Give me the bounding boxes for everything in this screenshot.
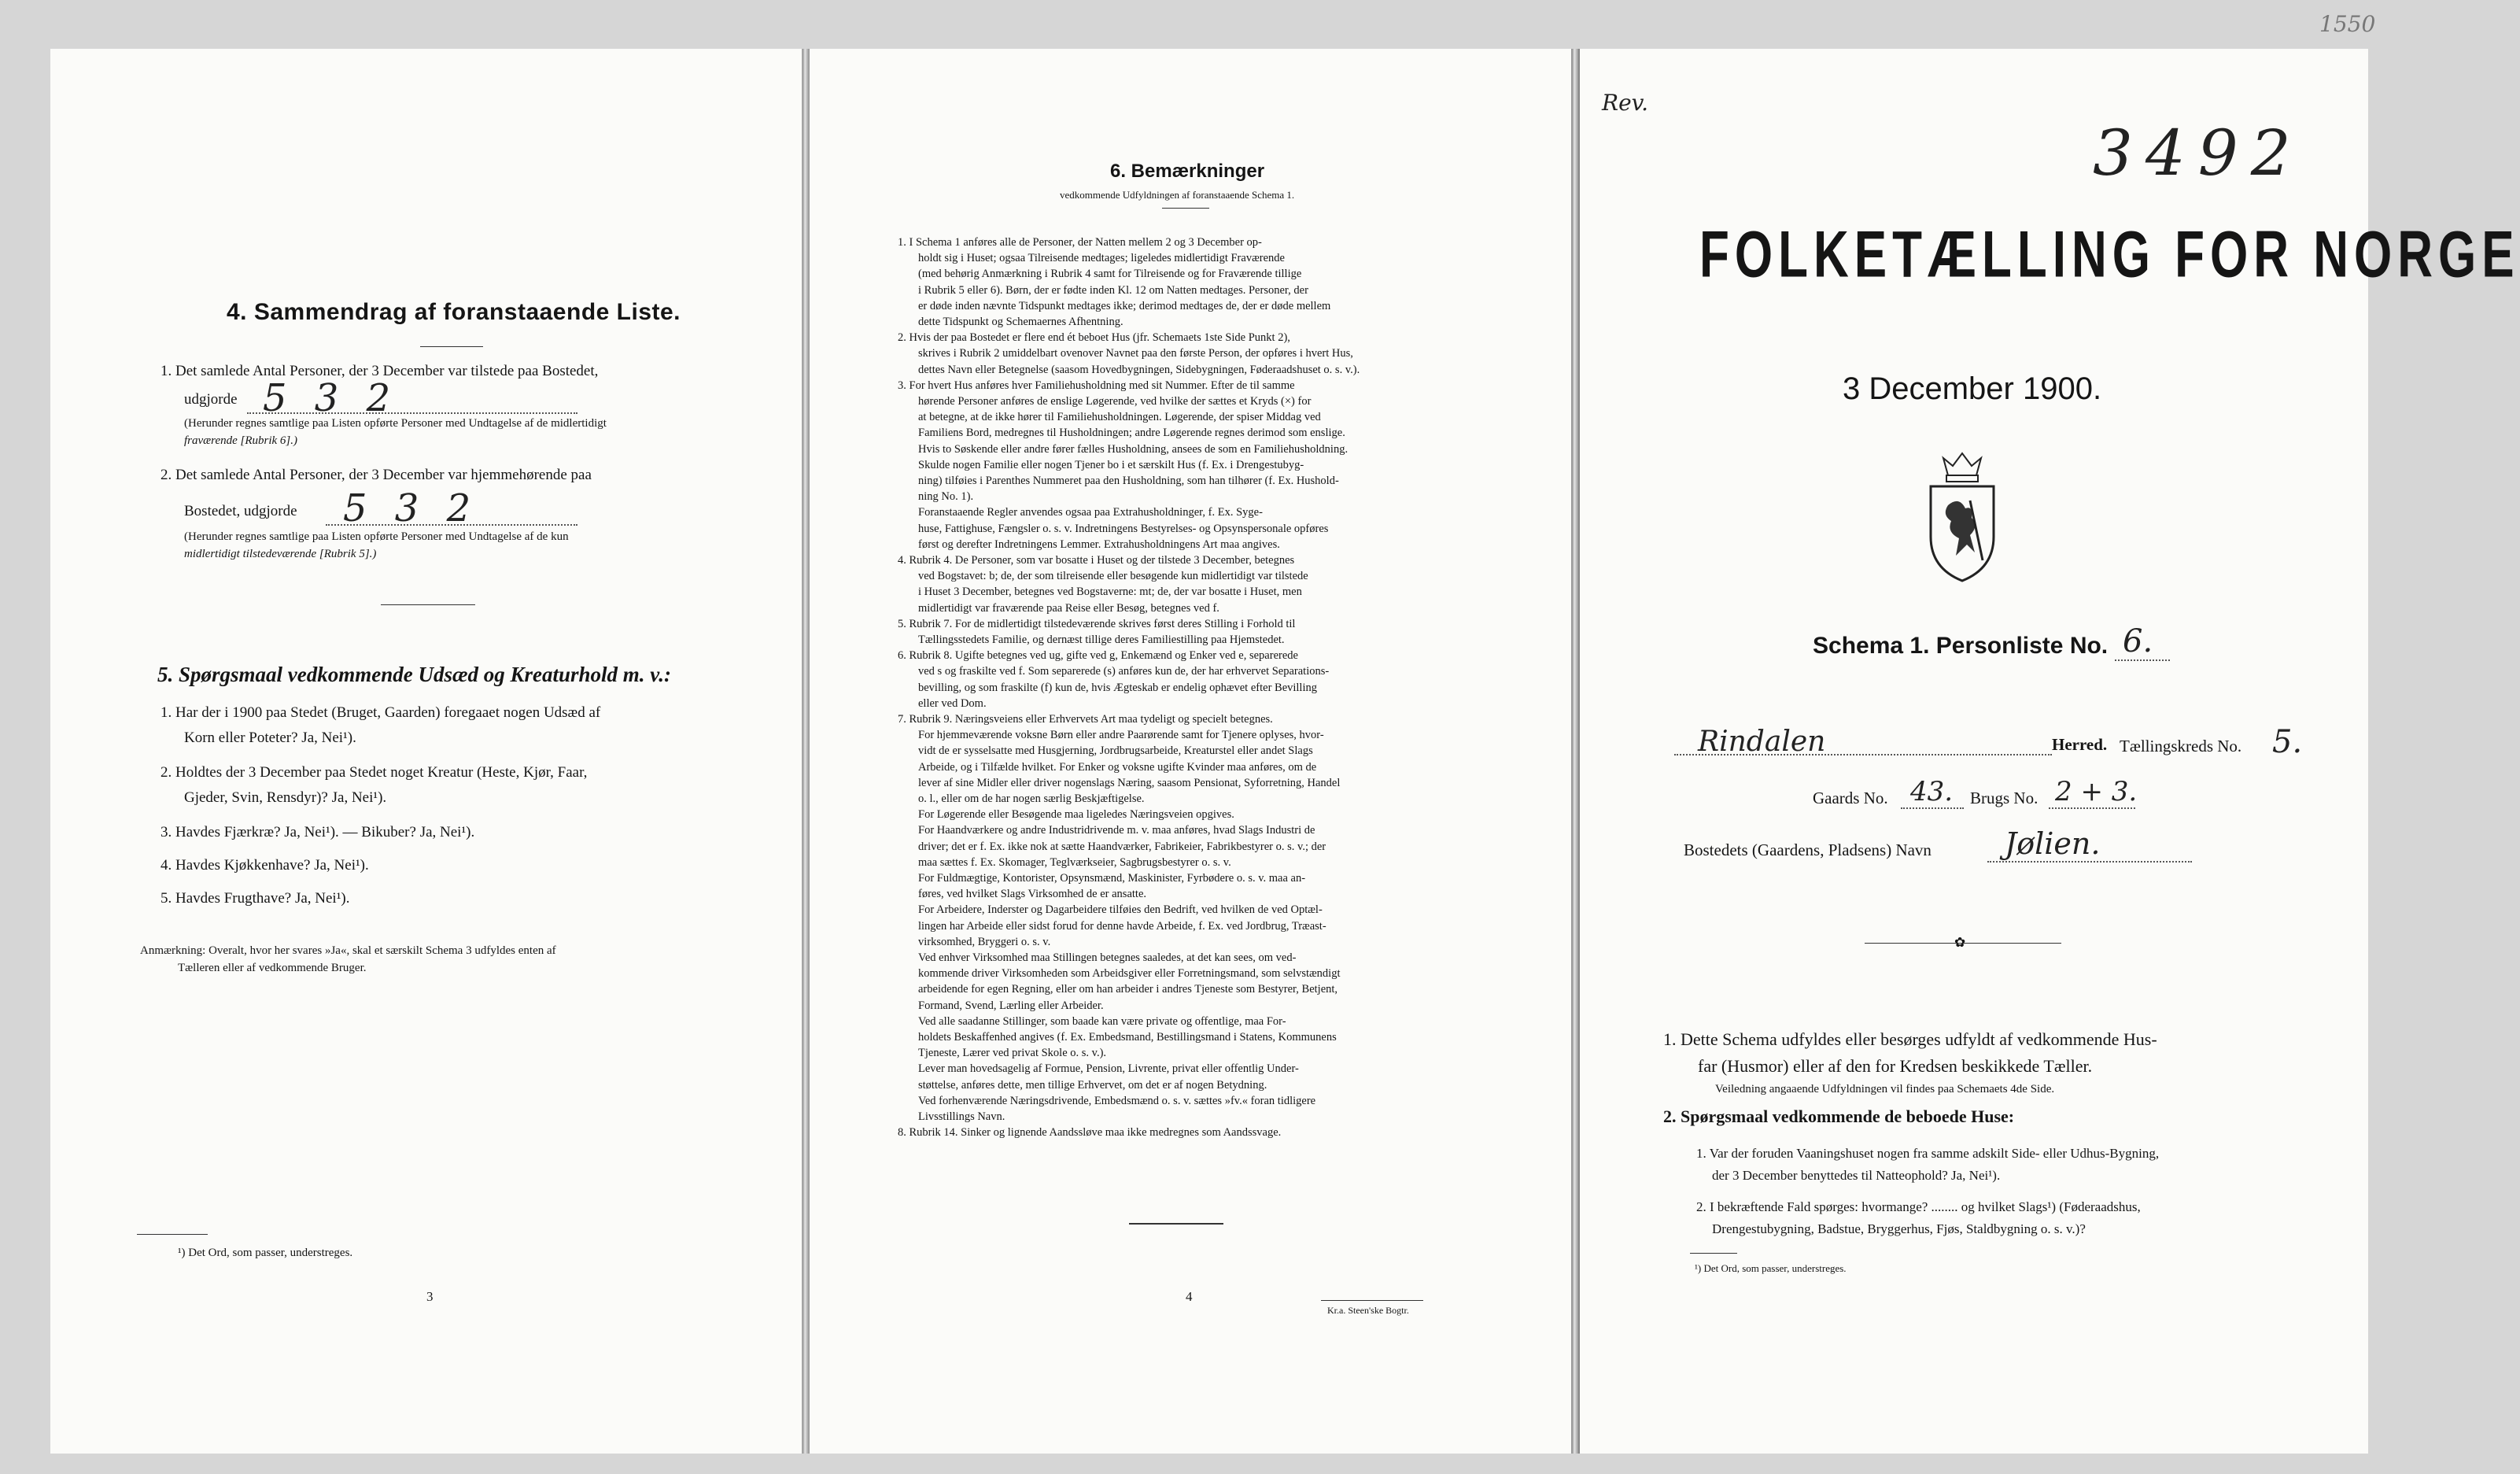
printer-mark: Kr.a. Steen'ske Bogtr. xyxy=(1327,1305,1409,1316)
printer-rule xyxy=(1321,1300,1423,1301)
gaards-label: Gaards No. xyxy=(1813,789,1888,807)
inst1-small: Veiledning angaaende Udfyldningen vil findes paa Schemaets 4de Side. xyxy=(1715,1083,2055,1095)
item1-dotted-line xyxy=(247,412,577,414)
inst2-title: 2. Spørgsmaal vedkommende de beboede Huse: xyxy=(1663,1106,2015,1126)
q2-line1: 2. Holdtes der 3 December paa Stedet noget Kreatur (Heste, Kjør, Faar, xyxy=(160,764,588,781)
gaards-value: 43. xyxy=(1910,776,1954,807)
rev-mark: Rev. xyxy=(1602,90,1649,116)
remark-line: dette Tidspunkt og Schemaernes Afhentning. xyxy=(918,316,1123,328)
remark-line: For hjemmeværende voksne Børn eller andre Paarørende samt for Tjenere oplyses, hvor- xyxy=(918,729,1324,742)
divider xyxy=(420,346,483,347)
remark-line: midlertidigt var fraværende paa Reise eller Besøg, betegnes ved f. xyxy=(918,601,1219,615)
inst2-q1-line1: 1. Var der foruden Vaaningshuset nogen fra samme adskilt Side- eller Udhus-Bygning, xyxy=(1696,1146,2160,1161)
remark-line: For Haandværkere og andre Industridrivende m. v. maa anføres, hvad Slags Industri de xyxy=(918,824,1315,837)
q1-line2: Korn eller Poteter? Ja, Nei¹). xyxy=(184,730,356,746)
page-fold xyxy=(802,49,809,1454)
remark-line: Arbeide, og i Tilfælde hvilket. For Enker og voksne ugifte Kvinder maa anføres, om de xyxy=(918,760,1317,774)
remark-line: i Rubrik 5 eller 6). Børn, der er fødte inden Kl. 12 om Natten medtages. Personer, der xyxy=(918,283,1308,297)
personliste-number: 6. xyxy=(2123,623,2153,659)
herred-dotted-line xyxy=(1674,754,2052,755)
bosted-value: Jølien. xyxy=(2005,826,2101,861)
item2-note2: midlertidigt tilstedeværende [Rubrik 5].) xyxy=(184,548,377,560)
remark-line: føres, ved hvilket Slags Virksomhed de er ansatte. xyxy=(918,888,1146,901)
footnote-rule xyxy=(1690,1253,1737,1254)
remark-line: kommende driver Virksomheden som Arbeidsgiver eller Forretningsmand, som selvstændigt xyxy=(918,967,1341,981)
left-page xyxy=(50,49,802,1454)
section6-subtitle: vedkommende Udfyldningen af foranstaaende Schema 1. xyxy=(1060,189,1295,201)
item1-value: 5 3 2 xyxy=(263,376,399,420)
kreds-label: Tællingskreds No. xyxy=(2120,737,2242,755)
section6-title: 6. Bemærkninger xyxy=(1110,161,1265,182)
remark-line: Formand, Svend, Lærling eller Arbeider. xyxy=(918,999,1104,1012)
remark-line: 4. Rubrik 4. De Personer, som var bosatte i Huset og der tilstede 3 December, betegnes xyxy=(898,554,1295,567)
brugs-value: 2 + 3. xyxy=(2055,776,2138,807)
remark-line: ning No. 1). xyxy=(918,490,974,504)
remark-line: eller ved Dom. xyxy=(918,696,987,710)
remark-line: hørende Personer anføres de enslige Løgerende, ved hvilke der sættes et Kryds (×) for xyxy=(918,395,1312,408)
remark-line: skrives i Rubrik 2 umiddelbart ovenover Navnet paa den første Person, der opføres i hvert Hus, xyxy=(918,347,1353,360)
inst2-q2-line2: Drengestubygning, Badstue, Bryggerhus, Fjøs, Staldbygning o. s. v.)? xyxy=(1712,1221,2086,1236)
remark-line1: Anmærkning: Overalt, hvor her svares »Ja«, skal et særskilt Schema 3 udfyldes enten af xyxy=(140,944,556,957)
remark-line: Familiens Bord, medregnes til Husholdningen; andre Løgerende regnes derimod som enslige. xyxy=(918,427,1345,440)
remark-line: 2. Hvis der paa Bostedet er flere end ét beboet Hus (jfr. Schemaets 1ste Side Punkt 2), xyxy=(898,331,1290,345)
remark-line: Tællingsstedets Familie, og dernæst tillige deres Familiestilling paa Hjemstedet. xyxy=(918,634,1285,646)
item2-value: 5 3 2 xyxy=(343,486,479,530)
remark-line: maa sættes f. Ex. Skomager, Teglværkseier, Sagbrugsbestyrer o. s. v. xyxy=(918,855,1231,869)
remark-line: Hvis to Søskende eller andre fører fælles Husholdning, ansees de som en Familiehusholdning. xyxy=(918,442,1349,456)
personliste-dotted-line xyxy=(2115,659,2170,661)
item2-line1: 2. Det samlede Antal Personer, der 3 December var hjemmehørende paa xyxy=(160,467,592,483)
remark-line: ning) tilføies i Parenthes Nummeret paa den Husholdning, som han tilhører (f. Ex. Hushold- xyxy=(918,475,1339,487)
inst2-q2-line1: 2. I bekræftende Fald spørges: hvormange? ........ og hvilket Slags¹) (Føderaadshus, xyxy=(1696,1199,2141,1214)
remark-line: 8. Rubrik 14. Sinker og lignende Aandssløve maa ikke medregnes som Aandssvage. xyxy=(898,1126,1282,1140)
schema-label: Schema 1. Personliste No. xyxy=(1813,633,2109,659)
remark-line: ved Bogstavet: b; de, der som tilreisende eller besøgende kun midlertidigt var tilstede xyxy=(918,570,1308,583)
remark-line: ved s og fraskilte ved f. Som separerede (s) anføres kun de, der har erhvervet Separations- xyxy=(918,665,1330,678)
remark-line2: Tælleren eller af vedkommende Bruger. xyxy=(178,962,367,974)
remark-line: 7. Rubrik 9. Næringsveiens eller Erhvervets Art maa tydeligt og specielt betegnes. xyxy=(898,713,1273,726)
inst2-q1-line2: der 3 December benyttedes til Natteophold? Ja, Nei¹). xyxy=(1712,1168,2001,1183)
item1-note1: (Herunder regnes samtlige paa Listen opførte Personer med Undtagelse af de midlertidigt xyxy=(184,417,607,430)
footnote-rule xyxy=(137,1234,208,1235)
remark-line: (med behørig Anmærkning i Rubrik 4 samt for Tilreisende og for Fraværende tillige xyxy=(918,268,1302,281)
item1-line1: 1. Det samlede Antal Personer, der 3 December var tilstede paa Bostedet, xyxy=(160,363,599,379)
section4-title: 4. Sammendrag af foranstaaende Liste. xyxy=(227,299,681,325)
remark-line: vidt de er sysselsatte med Husgjerning, Jordbrugsarbeide, Kreaturstel eller andet Slags xyxy=(918,744,1313,758)
ornament-icon: ✿ xyxy=(1954,935,1966,950)
remark-line: Foranstaaende Regler anvendes ogsaa paa Extrahusholdninger, f. Ex. Syge- xyxy=(918,506,1263,519)
footnote: ¹) Det Ord, som passer, understreges. xyxy=(178,1247,353,1259)
kreds-value: 5. xyxy=(2272,724,2303,760)
right-page xyxy=(1578,49,2520,1454)
remark-line: For Løgerende eller Besøgende maa ligeledes Næringsveien opgives. xyxy=(918,808,1234,822)
q3: 3. Havdes Fjærkræ? Ja, Nei¹). — Bikuber? Ja, Nei¹). xyxy=(160,824,475,840)
gaards-dotted-line xyxy=(1901,807,1964,809)
remark-line: støttelse, anføres dette, men tillige Erhvervet, om det er af nogen Betydning. xyxy=(918,1078,1267,1092)
item2-prefix: Bostedet, udgjorde xyxy=(184,503,297,519)
remark-line: 5. Rubrik 7. For de midlertidigt tilstedeværende skrives først deres Stilling i Forhold til xyxy=(898,617,1296,630)
remark-line: at betegne, at de ikke hører til Familiehusholdningen. Løgerende, der spiser Middag ved xyxy=(918,411,1321,424)
divider xyxy=(381,604,475,605)
herred-value: Rindalen xyxy=(1698,726,1826,758)
remark-line: holdt sig i Huset; ogsaa Tilreisende medtages; ligeledes midlertidigt Fraværende xyxy=(918,252,1285,265)
norway-coat-of-arms-icon xyxy=(1924,450,2000,584)
herred-label: Herred. xyxy=(2052,735,2108,754)
q5: 5. Havdes Frugthave? Ja, Nei¹). xyxy=(160,890,350,907)
handwritten-number: 3492 xyxy=(2093,116,2304,190)
remark-line: først og derefter Indretningens Lemmer. Extrahusholdningens Art maa angives. xyxy=(918,538,1280,551)
brugs-dotted-line xyxy=(2049,807,2135,809)
remark-line: 6. Rubrik 8. Ugifte betegnes ved ug, gifte ved g, Enkemænd og Enker ved e, separerede xyxy=(898,649,1298,663)
remark-line: bevilling, og som fraskilte (f) kun de, hvis Ægteskab er endelig ophævet efter Bevilling xyxy=(918,681,1317,694)
item1-note2: fraværende [Rubrik 6].) xyxy=(184,434,298,447)
remark-line: For Arbeidere, Inderster og Dagarbeidere tilføies den Bedrift, ved hvilken de ved Optæl- xyxy=(918,903,1323,917)
q1-line1: 1. Har der i 1900 paa Stedet (Bruget, Gaarden) foregaaet nogen Udsæd af xyxy=(160,704,601,721)
remark-line: virksomhed, Bryggeri o. s. v. xyxy=(918,935,1051,948)
item1-prefix: udgjorde xyxy=(184,391,238,408)
divider xyxy=(1162,208,1209,209)
census-date: 3 December 1900. xyxy=(1843,371,2102,406)
remark-line: huse, Fattighuse, Fængsler o. s. v. Indretningens Bestyrelses- og Opsynspersonale opføres xyxy=(918,522,1329,535)
divider xyxy=(1129,1223,1223,1225)
remark-line: Skulde nogen Familie eller nogen Tjener bo i et særskilt Hus (f. Ex. i Drengestubyg- xyxy=(918,458,1304,471)
remark-line: Ved alle saadanne Stillinger, som baade kan være private og offentlige, maa For- xyxy=(918,1014,1286,1028)
remark-line: lingen har Arbeide eller sidst forud for denne havde Arbeide, f. Ex. ved Jordbrug, Træast- xyxy=(918,919,1326,933)
remark-line: er døde inden nævnte Tidspunkt medtages ikke; derimod medtages de, der er døde mellem xyxy=(918,299,1331,312)
remark-line: 3. For hvert Hus anføres hver Familiehusholdning med sit Nummer. Efter de til samme xyxy=(898,379,1295,392)
census-title: FOLKETÆLLING FOR NORGE xyxy=(1699,218,2520,292)
inst1-line2: far (Husmor) eller af den for Kredsen beskikkede Tæller. xyxy=(1698,1056,2093,1076)
page-number: 4 xyxy=(1186,1289,1193,1304)
footnote: ¹) Det Ord, som passer, understreges. xyxy=(1695,1262,1847,1274)
item2-dotted-line xyxy=(326,524,577,526)
remark-line: Livsstillings Navn. xyxy=(918,1110,1005,1123)
inst1-line1: 1. Dette Schema udfyldes eller besørges udfyldt af vedkommende Hus- xyxy=(1663,1029,2157,1049)
remark-line: dettes Navn eller Betegnelse (saasom Hovedbygningen, Sidebygningen, Føderaadshuset o. s. v.). xyxy=(918,363,1360,376)
remark-line: Ved enhver Virksomhed maa Stillingen betegnes saaledes, at det kan sees, om ved- xyxy=(918,951,1297,964)
remark-line: driver; det er f. Ex. ikke nok at sætte Haandværker, Fabrikeier, Fabrikbestyrer o. s. v.; der xyxy=(918,840,1326,853)
remark-line: lever af sine Midler eller driver nogenslags Næring, saasom Pensionat, Syforretning, Handel xyxy=(918,776,1341,789)
page-number: 3 xyxy=(426,1289,434,1304)
remark-line: i Huset 3 December, betegnes ved Bogstaverne: mt; de, der var bosatte i Huset, men xyxy=(918,586,1302,599)
remark-line: Lever man hovedsagelig af Formue, Pension, Livrente, privat eller offentlig Under- xyxy=(918,1062,1299,1076)
remark-line: Tjeneste, Lærer ved privat Skole o. s. v.). xyxy=(918,1047,1107,1060)
corner-number: 1550 xyxy=(2319,11,2376,37)
section5-title: 5. Spørgsmaal vedkommende Udsæd og Kreaturhold m. v.: xyxy=(157,663,672,686)
q4: 4. Havdes Kjøkkenhave? Ja, Nei¹). xyxy=(160,857,369,874)
q2-line2: Gjeder, Svin, Rensdyr)? Ja, Nei¹). xyxy=(184,789,387,806)
remark-line: holdets Beskaffenhed angives (f. Ex. Embedsmand, Bestillingsmand i Statens, Kommunens xyxy=(918,1031,1337,1044)
middle-page xyxy=(809,49,1572,1454)
remark-line: arbeidende for egen Regning, eller om han arbeider i andres Tjeneste som Bestyrer, Betjent, xyxy=(918,983,1338,996)
page-fold xyxy=(1572,49,1578,1454)
item2-note1: (Herunder regnes samtlige paa Listen opførte Personer med Undtagelse af de kun xyxy=(184,530,569,543)
bosted-dotted-line xyxy=(1987,861,2192,863)
remark-line: o. l., eller om de har nogen særlig Beskjæftigelse. xyxy=(918,792,1145,805)
bosted-label: Bostedets (Gaardens, Pladsens) Navn xyxy=(1684,840,1932,859)
remark-line: 1. I Schema 1 anføres alle de Personer, der Natten mellem 2 og 3 December op- xyxy=(898,236,1262,249)
remark-line: For Fuldmægtige, Kontorister, Opsynsmænd, Maskinister, Fyrbødere o. s. v. maa an- xyxy=(918,872,1306,885)
remark-line: Ved forhenværende Næringsdrivende, Embedsmænd o. s. v. sættes »fv.« foran tidligere xyxy=(918,1094,1316,1107)
brugs-label: Brugs No. xyxy=(1970,789,2039,807)
